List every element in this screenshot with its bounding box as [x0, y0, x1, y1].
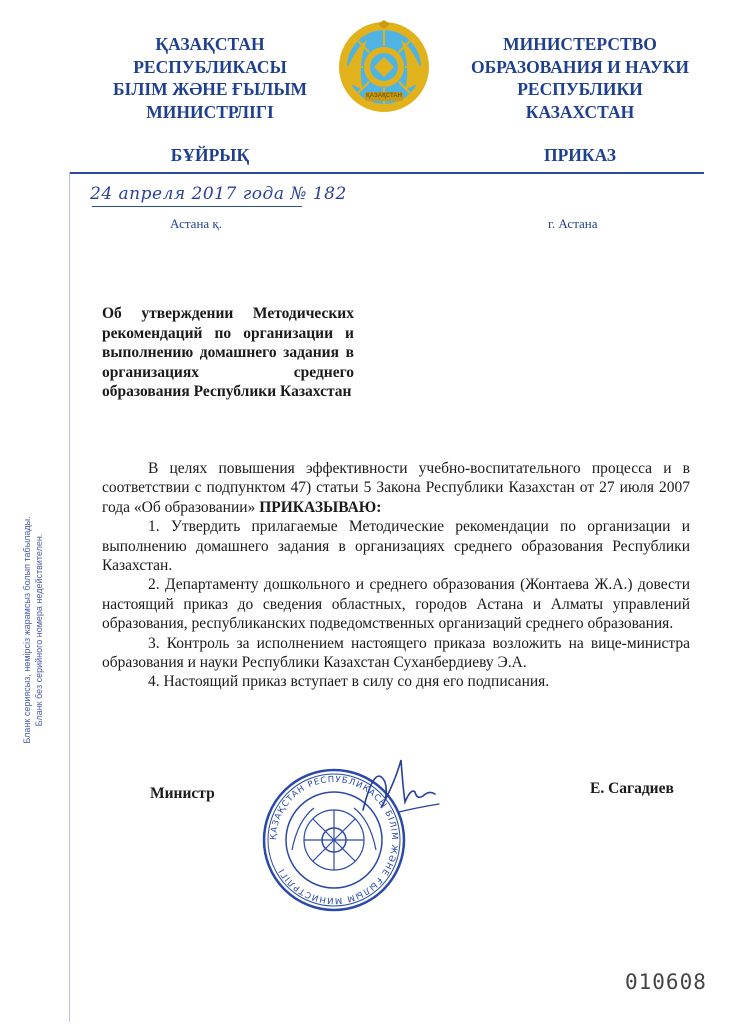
header-left-line-2: РЕСПУБЛИКАСЫ: [133, 56, 287, 77]
stamp-ring-text: ҚАЗАҚСТАН РЕСПУБЛИКАСЫ БІЛІМ ЖӘНЕ ҒЫЛЫМ МИНИСТРЛІГІ: [268, 774, 400, 906]
header-right-line-2: ОБРАЗОВАНИЯ И НАУКИ: [471, 56, 689, 77]
header-right-line-3: РЕСПУБЛИКИ: [517, 79, 643, 99]
date-underline: [92, 206, 302, 207]
signer-position: Министр: [150, 785, 215, 802]
header-left-line-4: МИНИСТРЛІГІ: [146, 101, 274, 122]
body-item-2: 2. Департаменту дошкольного и среднего образования (Жонтаева Ж.А.) довести настоящий приказ до сведения областных, городов Астана и Алматы управлений образования, республиканских подведомственных организаций среднего образования.: [102, 576, 690, 633]
blank-side-note: [16, 515, 50, 745]
header-right-line-1: МИНИСТЕРСТВО: [503, 34, 657, 54]
header-russian-ministry: [450, 33, 710, 123]
body-item-4: 4. Настоящий приказ вступает в силу со дня его подписания.: [148, 673, 550, 691]
header-kazakh-ministry: [80, 33, 340, 123]
handwritten-signature-icon: [355, 752, 445, 822]
city-kazakh: Астана қ.: [170, 216, 222, 231]
doc-type-russian: ПРИКАЗ: [543, 145, 617, 165]
body-item-3: 3. Контроль за исполнением настоящего приказа возложить на вице-министра образования и науки Республики Казахстан Суханбердиеву Э.А.: [102, 634, 690, 672]
state-emblem-icon: [337, 20, 431, 118]
handwritten-date-number: 24 апреля 2017 года № 182: [90, 184, 347, 204]
emblem-caption: ҚАЗАҚСТАН: [366, 93, 402, 99]
side-note-russian: Бланк без серийного номера недействителен.: [34, 533, 44, 727]
doc-type-kazakh: БҰЙРЫҚ: [170, 145, 250, 165]
header-right-line-4: КАЗАХСТАН: [525, 101, 635, 122]
blank-serial-number: 010608: [625, 970, 707, 994]
margin-line: [69, 172, 70, 1022]
header-left-line-1: ҚАЗАҚСТАН: [155, 34, 265, 54]
intro-command: ПРИКАЗЫВАЮ:: [259, 498, 382, 516]
header-left-line-3: БІЛІМ ЖӘНЕ ҒЫЛЫМ: [112, 79, 308, 99]
city-russian: г. Астана: [548, 216, 598, 231]
order-title: Об утверждении Методических рекомендаций по организации и выполнению домашнего задания в организациях среднего образования Республики Казахстан: [102, 305, 354, 400]
body-intro: [102, 459, 690, 517]
body-item-1: 1. Утвердить прилагаемые Методические рекомендации по организации и выполнению домашнего задания в организациях среднего образования Республики Казахстан.: [102, 518, 690, 575]
side-note-kazakh: Бланк сериясыз, нөмірсіз жарамсыз болып табылады.: [22, 516, 32, 744]
order-body: [102, 459, 690, 692]
intro-text: В целях повышения эффективности учебно-воспитательного процесса и в соответствии с подпунктом 47) статьи 5 Закона Республики Казахстан от 27 июля 2007 года «Об образовании»: [102, 460, 690, 516]
header-divider: [70, 172, 704, 174]
signer-name: Е. Сагадиев: [590, 780, 674, 797]
